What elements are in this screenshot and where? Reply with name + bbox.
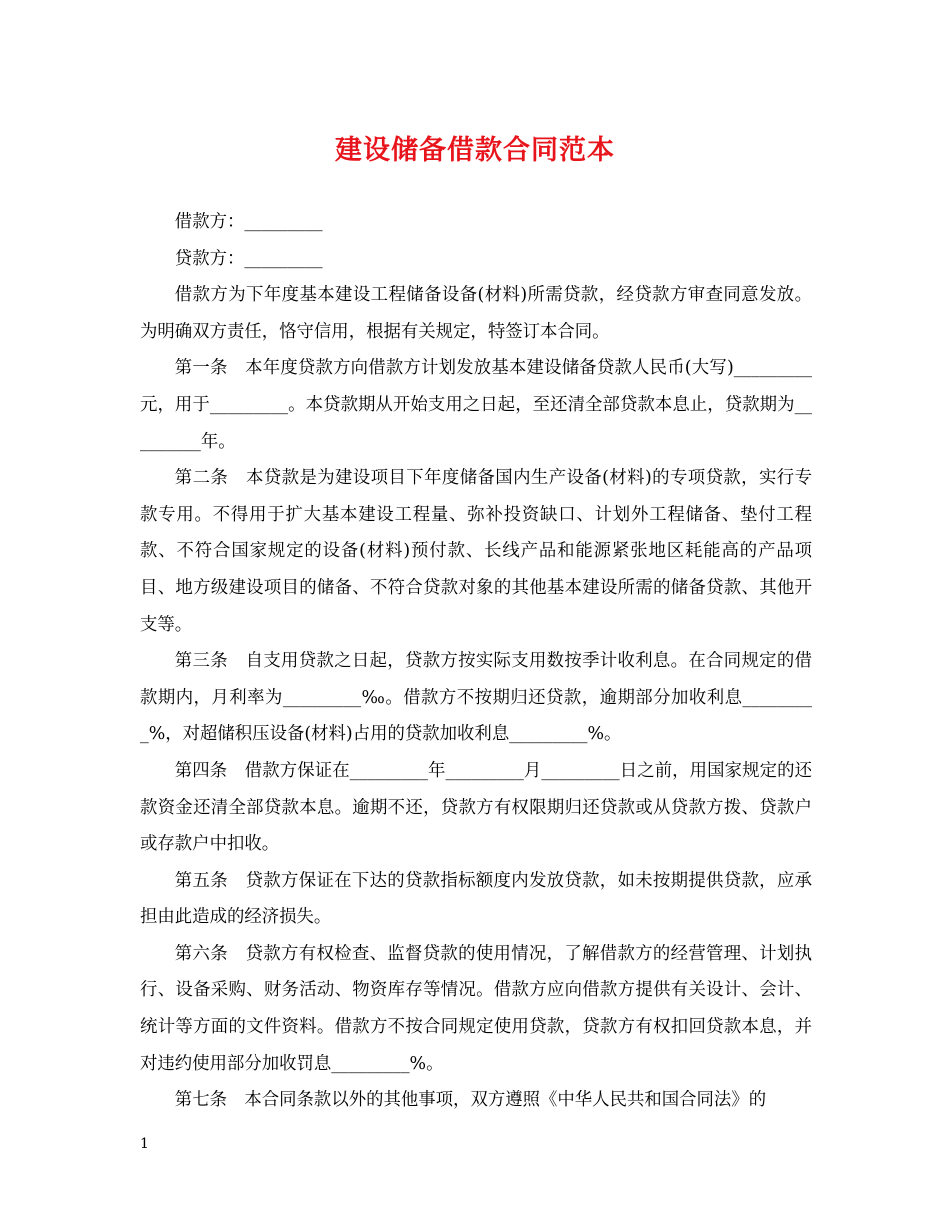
article-1-paragraph: 第一条 本年度贷款方向借款方计划发放基本建设储备贷款人民币(大写)_________元，用于_________。本贷款期从开始支用之日起，至还清全部贷款本息止，贷款期为_________年。 bbox=[140, 358, 812, 452]
lender-line: 贷款方：_________ bbox=[174, 248, 323, 269]
article-7-paragraph: 第七条 本合同条款以外的其他事项，双方遵照《中华人民共和国合同法》的 bbox=[174, 1090, 767, 1111]
article-2-paragraph: 第二条 本贷款是为建设项目下年度储备国内生产设备(材料)的专项贷款，实行专款专用。不得用于扩大基本建设工程量、弥补投资缺口、计划外工程储备、垫付工程款、不符合国家规定的设备(材料)预付款、长线产品和能源紧张地区耗能高的产品项目、地方级建设项目的储备、不符合贷款对象的其他基本建设所需的储备贷款、其他开支等。 bbox=[140, 468, 812, 635]
borrower-line: 借款方：_________ bbox=[174, 212, 323, 232]
article-3-paragraph: 第三条 自支用贷款之日起，贷款方按实际支用数按季计收利息。在合同规定的借款期内，月利率为_________‰。借款方不按期归还贷款，逾期部分加收利息_________%，对超储积压设备(材料)占用的贷款加收利息_________%。 bbox=[140, 651, 812, 745]
document-body bbox=[140, 204, 812, 1119]
article-4-paragraph: 第四条 借款方保证在_________年_________月_________日之前，用国家规定的还款资金还清全部贷款本息。逾期不还，贷款方有权限期归还贷款或从贷款方拨、贷款户或存款户中扣收。 bbox=[140, 760, 812, 855]
document-title: 建设储备借款合同范本 bbox=[335, 135, 615, 166]
article-5-paragraph: 第五条 贷款方保证在下达的贷款指标额度内发放贷款，如未按期提供贷款，应承担由此造成的经济损失。 bbox=[140, 870, 812, 928]
article-6-paragraph: 第六条 贷款方有权检查、监督贷款的使用情况，了解借款方的经营管理、计划执行、设备采购、财务活动、物资库存等情况。借款方应向借款方提供有关设计、会计、统计等方面的文件资料。借款方不按合同规定使用贷款，贷款方有权扣回贷款本息，并对违约使用部分加收罚息_________%。 bbox=[140, 943, 812, 1074]
preamble-paragraph: 借款方为下年度基本建设工程储备设备(材料)所需贷款，经贷款方审查同意发放。为明确双方责任，恪守信用，根据有关规定，特签订本合同。 bbox=[140, 285, 812, 342]
page-number: 1 bbox=[140, 1136, 149, 1152]
